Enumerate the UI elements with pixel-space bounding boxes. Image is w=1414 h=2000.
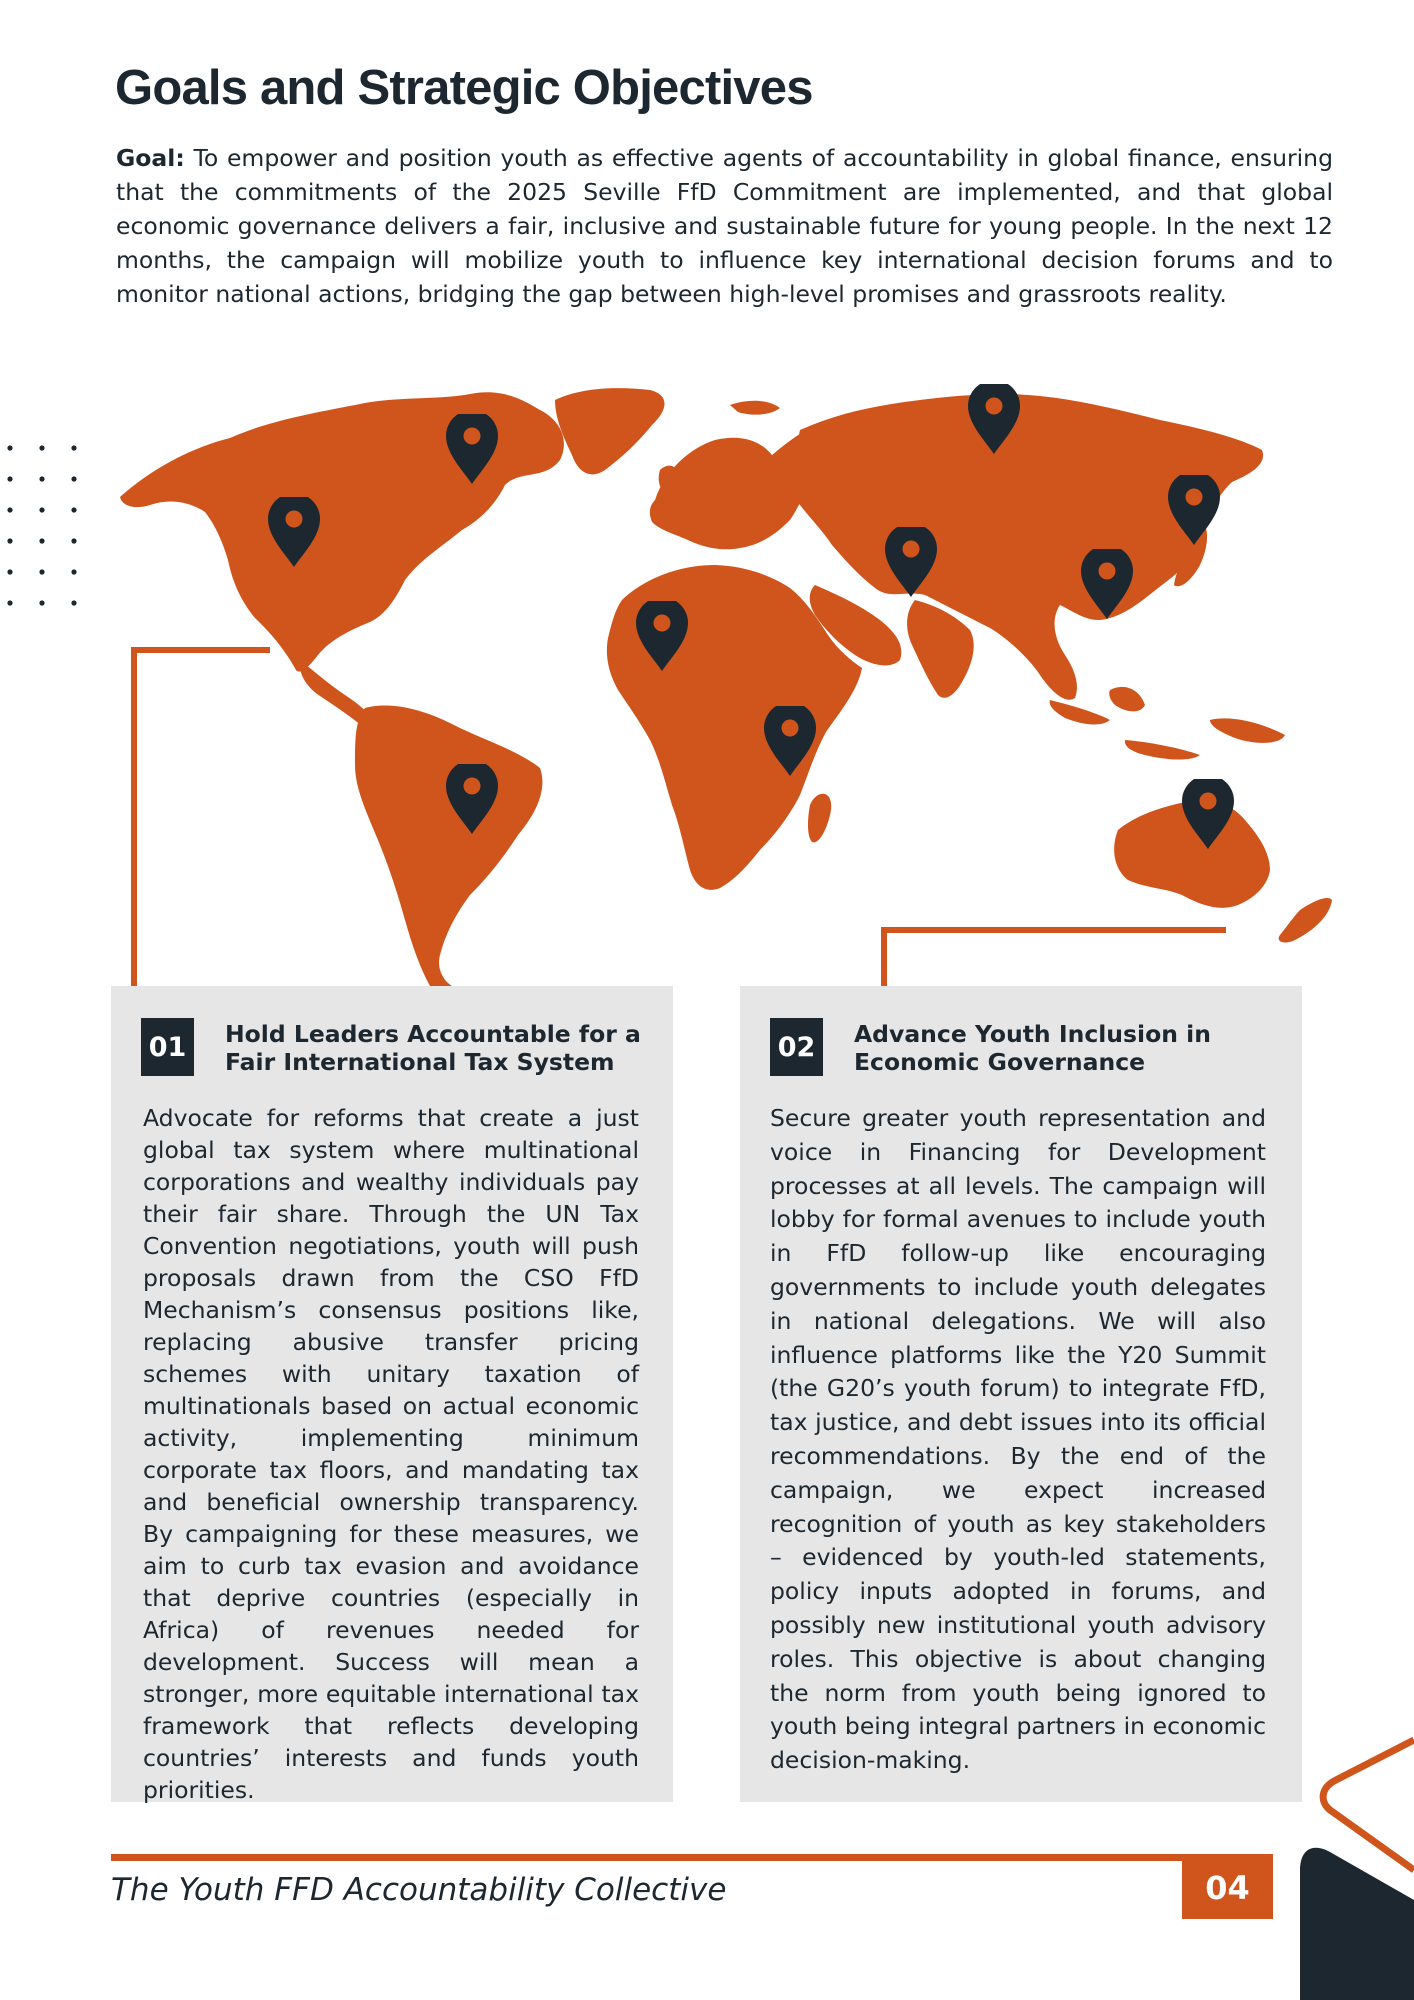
decorative-corner-shapes (1290, 1720, 1414, 2000)
continent-greenland (555, 388, 665, 474)
footer-divider (111, 1854, 1273, 1861)
world-map (0, 370, 1414, 990)
objective-body: Advocate for reforms that create a just global tax system where multinational corporations and wealthy individuals pay their fair share. Through the UN Tax Convention negotiations, youth will push proposals drawn from the CSO FfD Mechanism’s consensus positions like, replacing abusive transfer pricing schemes with unitary taxation of multinationals based on actual economic activity, implementing minimum corporate tax floors, and mandating tax and beneficial ownership transparency. By campaigning for these measures, we aim to curb tax evasion and avoidance that deprive countries (especially in Africa) of revenues needed for development. Success will mean a stronger, more equitable international tax framework that reflects developing countries’ interests and funds youth priorities. (143, 1104, 639, 1804)
continent-new-zealand (1279, 898, 1332, 942)
continent-madagascar (808, 794, 831, 843)
objective-number-badge: 01 (141, 1018, 194, 1076)
continent-indonesia (1050, 700, 1110, 724)
objective-card-2 (740, 986, 1302, 1802)
objective-title: Hold Leaders Accountable for a Fair International Tax System (225, 1020, 641, 1076)
footer-organization: The Youth FFD Accountability Collective (111, 1872, 727, 1908)
page-title: Goals and Strategic Objectives (115, 61, 813, 115)
objective-number-badge: 02 (770, 1018, 823, 1076)
objective-body: Secure greater youth representation and voice in Financing for Development processes at all levels. The campaign will lobby for formal avenues to include youth in FfD follow-up like encouraging governments to include youth delegates in national delegations. We will also influence platforms like the Y20 Summit (the G20’s youth forum) to integrate FfD, tax justice, and debt issues into its official recommendations. By the end of the campaign, we expect increased recognition of youth as key stakeholders – evidenced by youth-led statements, policy inputs adopted in forums, and possibly new institutional youth advisory roles. This objective is about changing the norm from youth being ignored to youth being integral partners in economic decision-making. (770, 1104, 1266, 1775)
goal-label: Goal: (116, 144, 185, 172)
goal-paragraph (116, 141, 1333, 311)
continents (120, 388, 1332, 986)
continent-south-america (355, 705, 542, 986)
goal-text: To empower and position youth as effective agents of accountability in global finance, ensuring that the commitments of the 2025 Seville FfD Commitment are implemented, and that global economic governance delivers a fair, inclusive and sustainable future for young people. In the next 12 months, the campaign will mobilize youth to influence key international decision forums and to monitor national actions, bridging the gap between high-level promises and grassroots reality. (116, 144, 1333, 308)
objective-card-1 (111, 986, 673, 1802)
objective-title: Advance Youth Inclusion in Economic Governance (854, 1020, 1211, 1076)
page-number: 04 (1182, 1857, 1273, 1919)
